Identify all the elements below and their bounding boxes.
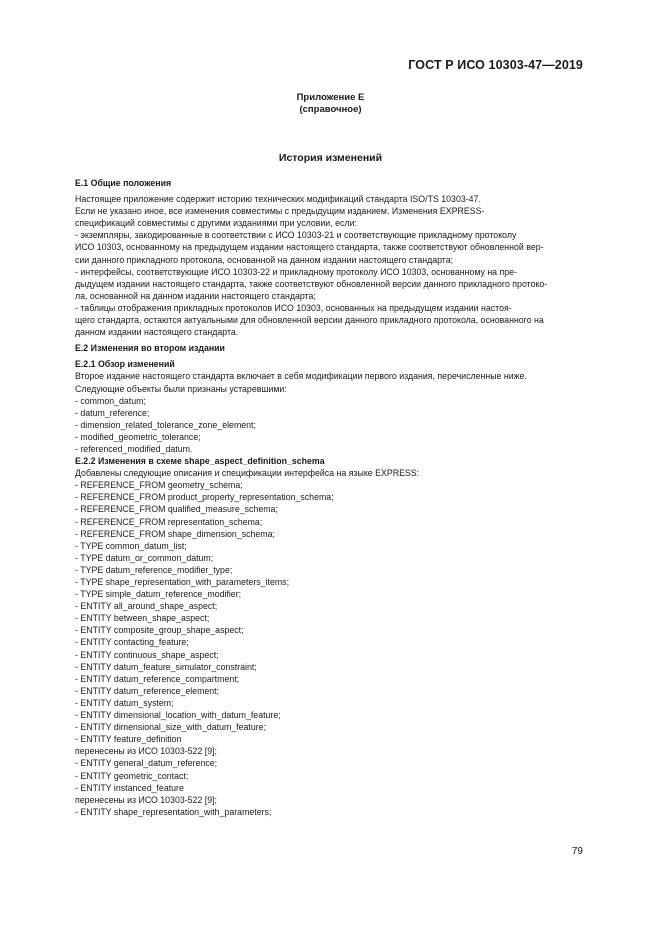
paragraph: Добавлены следующие описания и спецификации интерфейса на языке EXPRESS: xyxy=(75,468,420,479)
list-item: данном издании настоящего стандарта. xyxy=(75,327,239,338)
section-heading-e1: Е.1 Общие положения xyxy=(75,178,172,188)
paragraph: Второе издание настоящего стандарта включает в себя модификации первого издания, перечисленные ниже. xyxy=(75,371,527,382)
appendix-note: (справочное) xyxy=(299,104,362,115)
list-item: - ENTITY all_around_shape_aspect; xyxy=(75,601,218,612)
subsection-heading-e22: Е.2.2 Изменения в схеме shape_aspect_definition_schema xyxy=(75,456,325,467)
list-item: - ENTITY general_datum_reference; xyxy=(75,758,218,769)
list-item: - ENTITY datum_reference_element; xyxy=(75,685,220,696)
list-item: - TYPE shape_representation_with_parameters_items; xyxy=(75,577,290,587)
list-item: - REFERENCE_FROM shape_dimension_schema; xyxy=(75,528,275,539)
list-item: - ENTITY shape_representation_with_parameters; xyxy=(75,806,272,817)
list-item: щего стандарта, остаются актуальными для обновленной версии данного прикладного протокола, основанного на xyxy=(75,315,544,326)
page-title: История изменений xyxy=(278,152,383,164)
appendix-heading xyxy=(0,92,661,116)
list-item: - REFERENCE_FROM representation_schema; xyxy=(75,516,263,527)
list-item: - ENTITY dimensional_size_with_datum_feature; xyxy=(75,722,267,733)
list-item: - ENTITY datum_system; xyxy=(75,697,174,708)
list-item: - ENTITY between_shape_aspect; xyxy=(75,613,210,624)
list-item: - TYPE simple_datum_reference_modifier; xyxy=(75,589,242,600)
list-item: - datum_reference; xyxy=(75,407,150,418)
list-item: - REFERENCE_FROM qualified_measure_schema; xyxy=(75,504,278,515)
list-item: дыдущем издании настоящего стандарта, также соответствуют обновленной версии данного прикладного протоко- xyxy=(75,278,548,289)
list-item: ИСО 10303, основанному на предыдущем издании настоящего стандарта, также соответствуют обновленной вер- xyxy=(75,242,544,253)
list-item: - ENTITY datum_feature_simulator_constraint; xyxy=(75,661,257,672)
list-item: - ENTITY geometric_contact; xyxy=(75,770,189,781)
list-item: сии данного прикладного протокола, основанной на данном издании настоящего стандарта; xyxy=(75,254,454,265)
list-item: - ENTITY contacting_feature; xyxy=(75,637,189,648)
list-item: - REFERENCE_FROM geometry_schema; xyxy=(75,480,243,491)
moved-note: перенесены из ИСО 10303-522 [9]; xyxy=(75,746,218,757)
list-item: - TYPE datum_reference_modifier_type; xyxy=(75,564,233,575)
list-item: - таблицы отображения прикладных протоколов ИСО 10303, основанных на предыдущем издании настоя- xyxy=(75,302,512,313)
subsection-heading-e21: Е.2.1 Обзор изменений xyxy=(75,359,175,370)
paragraph: Если не указано иное, все изменения совместимы с предыдущим изданием. Изменения EXPRESS- xyxy=(75,206,485,217)
list-item: ла, основанной на данном издании настоящего стандарта; xyxy=(75,290,316,301)
paragraph: спецификаций совместимы с другими изданиями при условии, если: xyxy=(75,218,357,229)
page-number: 79 xyxy=(571,846,583,857)
section-heading-e2: Е.2 Изменения во втором издании xyxy=(75,343,225,354)
list-item: - ENTITY instanced_feature xyxy=(75,782,184,793)
list-item: - dimension_related_tolerance_zone_element; xyxy=(75,419,256,430)
list-item: - modified_geometric_tolerance; xyxy=(75,431,201,442)
list-item: - экземпляры, закодированные в соответствии с ИСО 10303-21 и соответствующие прикладному протоколу xyxy=(75,230,517,241)
document-body xyxy=(75,177,583,818)
list-item: - common_datum; xyxy=(75,395,146,406)
paragraph: Следующие объекты были признаны устаревшими: xyxy=(75,383,287,394)
list-item: - TYPE common_datum_list; xyxy=(75,540,187,551)
list-item: - ENTITY datum_reference_compartment; xyxy=(75,673,240,684)
moved-note: перенесены из ИСО 10303-522 [9]; xyxy=(75,794,218,805)
document-id: ГОСТ Р ИСО 10303-47—2019 xyxy=(408,58,583,72)
list-item: - ENTITY composite_group_shape_aspect; xyxy=(75,625,244,636)
appendix-title: Приложение Е xyxy=(296,92,365,103)
list-item: - интерфейсы, соответствующие ИСО 10303-22 и прикладному протоколу ИСО 10303, основанному на пре- xyxy=(75,266,517,277)
list-item: - REFERENCE_FROM product_property_representation_schema; xyxy=(75,492,334,503)
paragraph: Настоящее приложение содержит историю технических модификаций стандарта ISO/TS 10303-47. xyxy=(75,194,481,205)
list-item: - referenced_modified_datum. xyxy=(75,443,193,454)
list-item: - TYPE datum_or_common_datum; xyxy=(75,552,214,563)
list-item: - ENTITY dimensional_location_with_datum_feature; xyxy=(75,710,281,721)
list-item: - ENTITY continuous_shape_aspect; xyxy=(75,649,219,660)
list-item: - ENTITY feature_definition xyxy=(75,734,182,745)
